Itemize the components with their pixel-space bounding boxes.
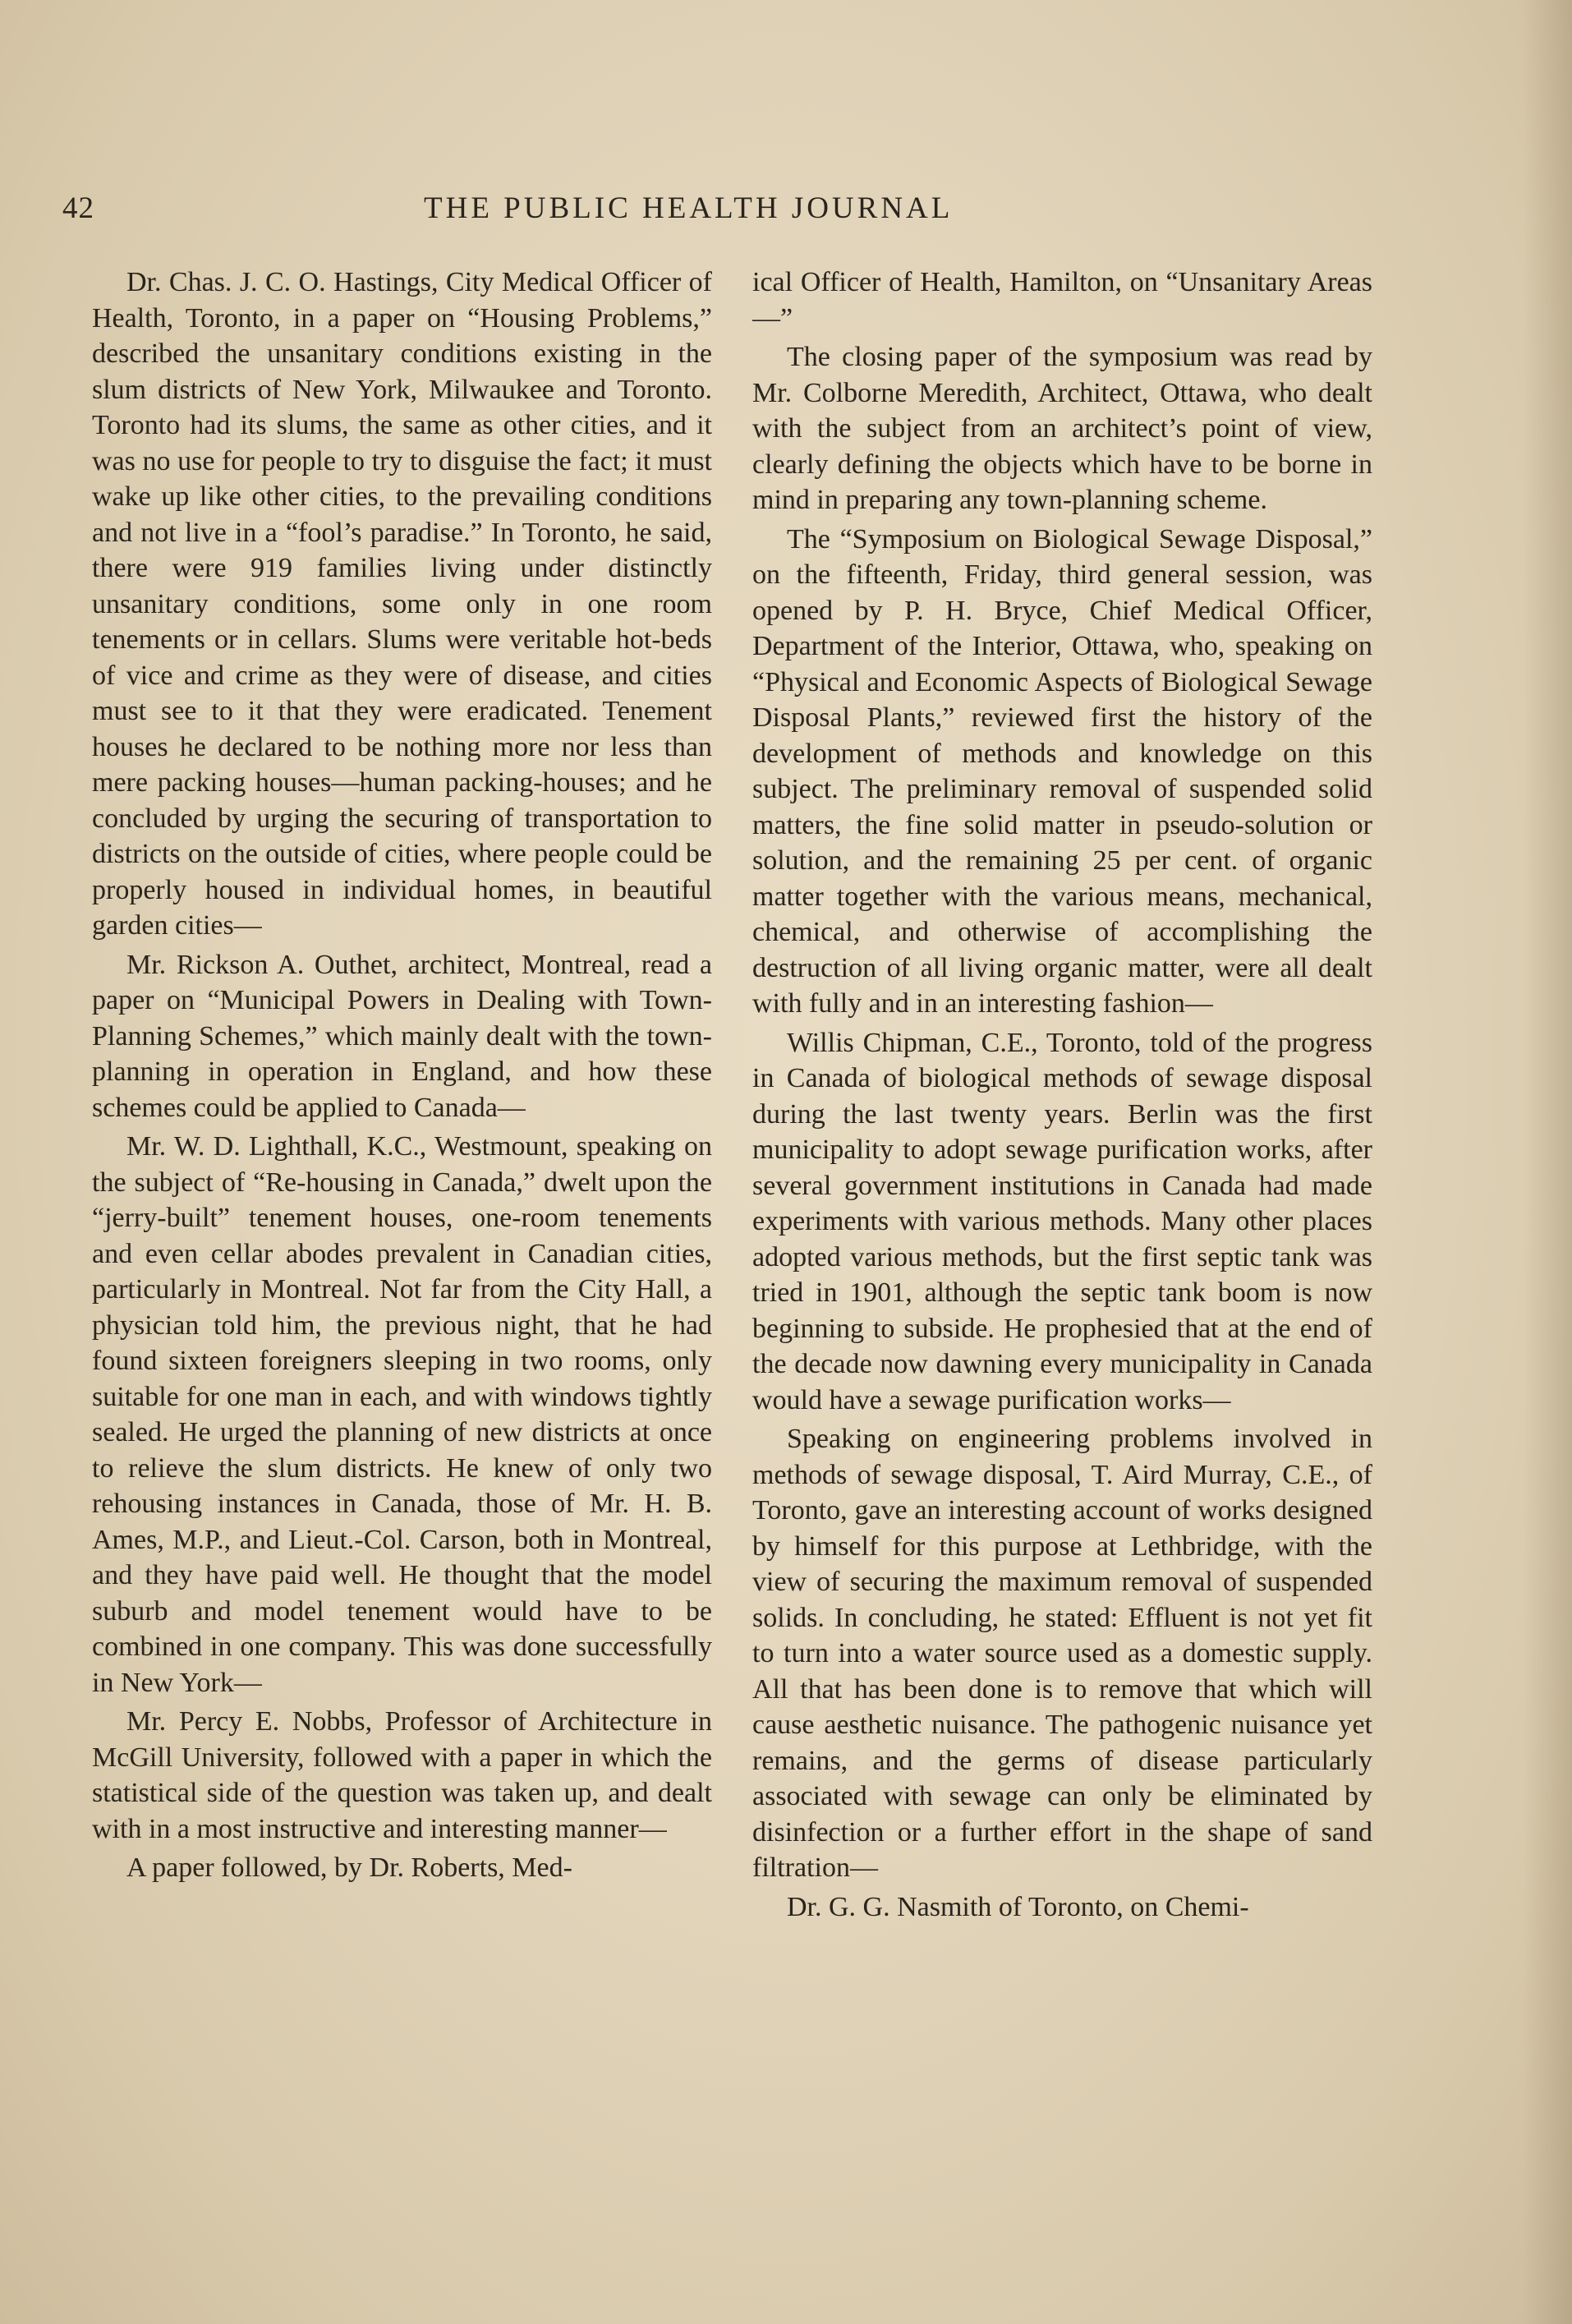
paragraph-meredith: The closing paper of the symposium was read by Mr. Colborne Meredith, Architect, Ottawa, who dealt with the subject from an architect’s point of view, clearly defining the objects which have to be borne in mind in preparing any town-planning scheme. — [752, 342, 1372, 515]
paragraph-murray: Speaking on engineering problems involved in methods of sewage disposal, T. Aird Murray, C.E., of Toronto, gave an interesting account of works designed by himself for this purpose at Lethbridge, with the view of securing the maximum removal of suspended solids. In concluding, he stated: Effluent is not yet fit to turn into a water source used as a domestic supply. All that has been done is to remove that which will cause aesthetic nuisance. The pathogenic nuisance yet remains, and the germs of disease particularly associated with sewage can only be eliminated by disinfection or a further effort in the shape of sand filtration— — [752, 1424, 1372, 1883]
paragraph-hastings: Dr. Chas. J. C. O. Hastings, City Medical Officer of Health, Toronto, in a paper on “Housing Problems,” described the unsanitary conditions existing in the slum districts of New York, Milwaukee and Toronto. Toronto had its slums, the same as other cities, and it was no use for people to try to disguise the fact; it must wake up like other cities, to the prevailing conditions and not live in a “fool’s paradise.” In Toronto, he said, there were 919 families living under distinctly unsanitary conditions, some only in one room tenements or in cellars. Slums were veritable hot-beds of vice and crime as they were of disease, and cities must see to it that they were eradicated. Tenement houses he declared to be nothing more nor less than mere packing houses—human packing-houses; and he concluded by urging the securing of transportation to districts on the outside of cities, where people could be properly housed in individual homes, in beautiful garden cities— — [92, 267, 712, 941]
right-column — [752, 265, 1372, 2285]
page-edge-shadow — [1523, 0, 1572, 2324]
paragraph-chipman: Willis Chipman, C.E., Toronto, told of the progress in Canada of biological methods of sewage disposal during the last twenty years. Berlin was the first municipality to adopt sewage purification works, after several government institutions in Canada had made experiments with various methods. Many other places adopted various methods, but the first septic tank was tried in 1901, although the septic tank boom is now beginning to subside. He prophesied that at the end of the decade now dawning every municipality in Canada would have a sewage purification works— — [752, 1027, 1372, 1415]
paragraph-outhet: Mr. Rickson A. Outhet, architect, Montreal, read a paper on “Municipal Powers in Dealing with Town-Planning Schemes,” which mainly dealt with the town-planning in operation in England, and how these schemes could be applied to Canada— — [92, 949, 712, 1123]
paragraph-nasmith: Dr. G. G. Nasmith of Toronto, on Chemi- — [787, 1891, 1249, 1922]
page-number: 42 — [62, 191, 94, 225]
paragraph-roberts: A paper followed, by Dr. Roberts, Med- — [126, 1852, 572, 1883]
running-head: THE PUBLIC HEALTH JOURNAL — [424, 191, 954, 225]
paragraph-lighthall: Mr. W. D. Lighthall, K.C., Westmount, speaking on the subject of “Re-housing in Canada,” dwelt upon the “jerry-built” tenement houses, one-room tenements and even cellar abodes prevalent in Canadian cities, particularly in Montreal. Not far from the City Hall, a physician told him, the previous night, that he had found sixteen foreigners sleeping in two rooms, only suitable for one man in each, and with windows tightly sealed. He urged the planning of new districts at once to relieve the slum districts. He knew of only two rehousing instances in Canada, those of Mr. H. B. Ames, M.P., and Lieut.-Col. Carson, both in Montreal, and they have paid well. He thought that the model suburb and model tenement would have to be combined in one company. This was done successfully in New York— — [92, 1131, 712, 1698]
paragraph-roberts-continued: ical Officer of Health, Hamilton, on “Unsanitary Areas—” — [752, 267, 1372, 334]
paragraph-bryce: The “Symposium on Biological Sewage Disposal,” on the fifteenth, Friday, third general session, was opened by P. H. Bryce, Chief Medical Officer, Department of the Interior, Ottawa, who, speaking on “Physical and Economic Aspects of Biological Sewage Disposal Plants,” reviewed first the history of the development of methods and knowledge on this subject. The preliminary removal of suspended solid matters, the fine solid matter in pseudo-solution or solution, and the remaining 25 per cent. of organic matter together with the various means, mechanical, chemical, and otherwise of accomplishing the destruction of all living organic matter, were all dealt with fully and in an interesting fashion— — [752, 523, 1372, 1019]
left-column — [92, 265, 712, 2285]
paragraph-nobbs: Mr. Percy E. Nobbs, Professor of Architecture in McGill University, followed with a paper in which the statistical side of the question was taken up, and dealt with in a most instructive and interesting manner— — [92, 1706, 712, 1844]
page-header — [62, 191, 1409, 232]
